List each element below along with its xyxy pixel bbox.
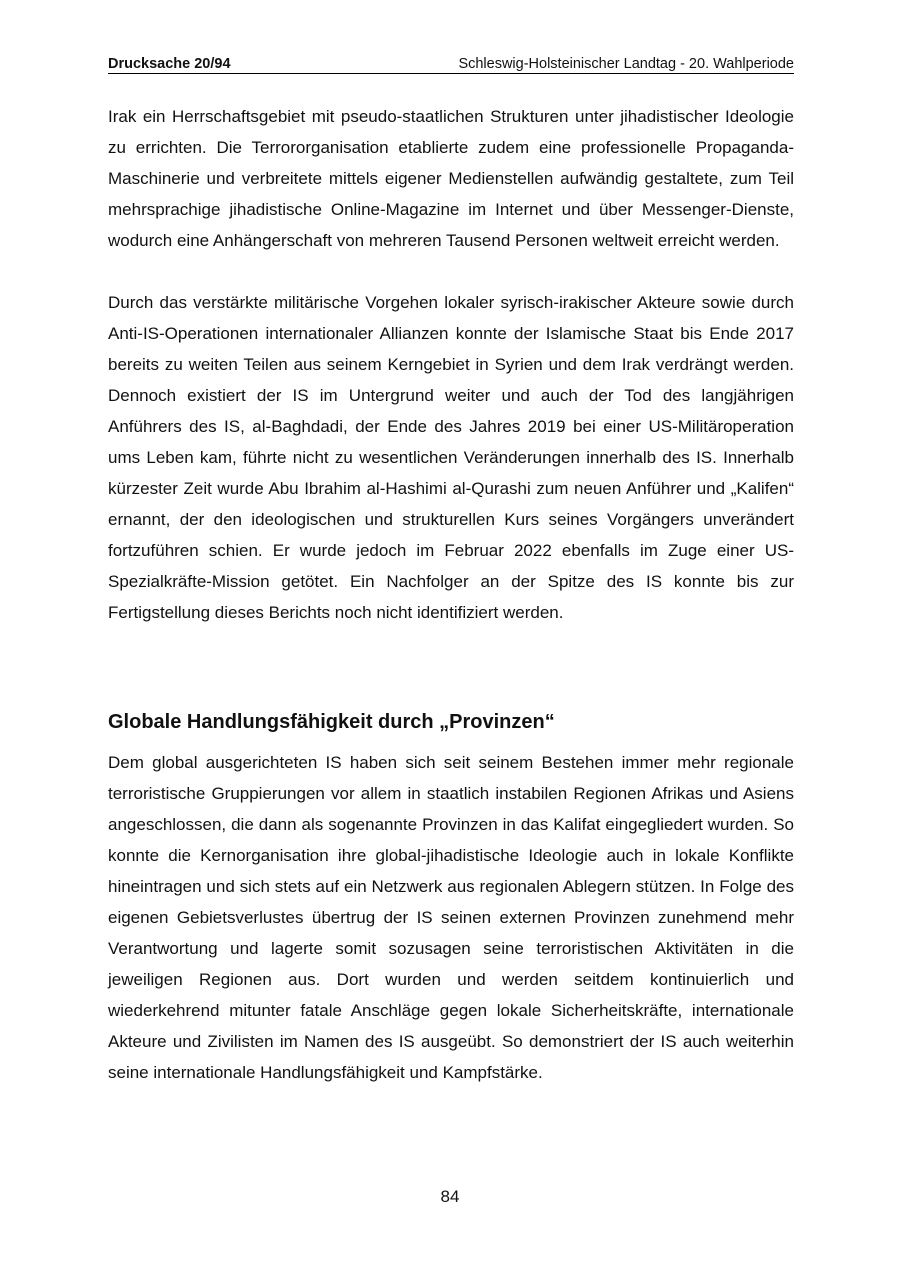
- page-number: 84: [440, 1187, 460, 1206]
- document-number: Drucksache 20/94: [108, 56, 231, 72]
- page-header: [108, 55, 794, 74]
- paragraph-2: Durch das verstärkte militärische Vorgehen lokaler syrisch-irakischer Akteure sowie durch Anti-IS-Operationen internationaler Allianzen konnte der Islamische Staat bis Ende 2017 bereits zu weiten Teilen aus seinem Kerngebiet in Syrien und dem Irak verdrängt werden. Dennoch existiert der IS im Untergrund weiter und auch der Tod des langjährigen Anführers des IS, al-Baghdadi, der Ende des Jahres 2019 bei einer US-Militäroperation ums Leben kam, führte nicht zu wesentlichen Veränderungen innerhalb des IS. Innerhalb kürzester Zeit wurde Abu Ibrahim al-Hashimi al-Qurashi zum neuen Anführer und „Kalifen“ ernannt, der den ideologischen und strukturellen Kurs seines Vorgängers unverändert fortzuführen schien. Er wurde jedoch im Februar 2022 ebenfalls im Zuge einer US-Spezialkräfte-Mission getötet. Ein Nachfolger an der Spitze des IS konnte bis zur Fertigstellung dieses Berichts noch nicht identifiziert werden.: [108, 293, 794, 622]
- parliament-title: Schleswig-Holsteinischer Landtag - 20. Wahlperiode: [458, 56, 794, 72]
- paragraph-1: Irak ein Herrschaftsgebiet mit pseudo-staatlichen Strukturen unter jihadistischer Ideologie zu errichten. Die Terrororganisation etablierte zudem eine professionelle Propaganda-Maschinerie und verbreitete mittels eigener Medienstellen aufwändig gestaltete, zum Teil mehrsprachige jihadistische Online-Magazine im Internet und über Messenger-Dienste, wodurch eine Anhängerschaft von mehreren Tausend Personen weltweit erreicht werden.: [108, 107, 794, 250]
- section-heading: Globale Handlungsfähigkeit durch „Provinzen“: [108, 711, 555, 733]
- paragraph-3: Dem global ausgerichteten IS haben sich seit seinem Bestehen immer mehr regionale terroristische Gruppierungen vor allem in staatlich instabilen Regionen Afrikas und Asiens angeschlossen, die dann als sogenannte Provinzen in das Kalifat eingegliedert wurden. So konnte die Kernorganisation ihre global-jihadistische Ideologie auch in lokale Konflikte hineintragen und sich stets auf ein Netzwerk aus regionalen Ablegern stützen. In Folge des eigenen Gebietsverlustes übertrug der IS seinen externen Provinzen zunehmend mehr Verantwortung und lagerte somit sozusagen seine terroristischen Aktivitäten in die jeweiligen Regionen aus. Dort wurden und werden seitdem kontinuierlich und wiederkehrend mitunter fatale Anschläge gegen lokale Sicherheitskräfte, internationale Akteure und Zivilisten im Namen des IS ausgeübt. So demonstriert der IS auch weiterhin seine internationale Handlungsfähigkeit und Kampfstärke.: [108, 753, 794, 1082]
